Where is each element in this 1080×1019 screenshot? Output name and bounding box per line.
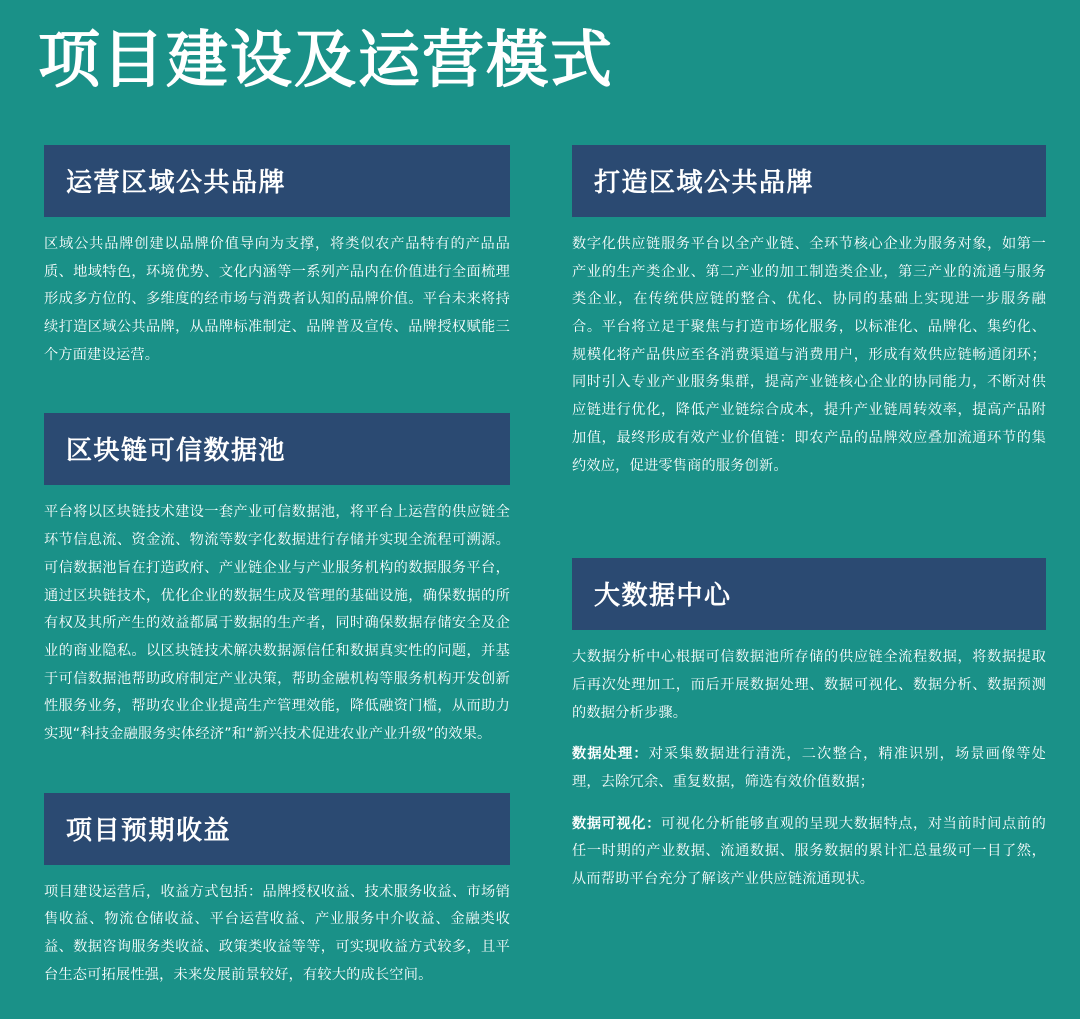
section-operate-regional-brand <box>44 145 510 369</box>
left-column <box>0 145 540 1019</box>
list-item <box>572 811 1046 894</box>
section-heading: 运营区域公共品牌 <box>44 145 510 217</box>
section-heading: 大数据中心 <box>572 558 1046 630</box>
item-label: 数据处理： <box>572 746 649 763</box>
paragraph: 项目建设运营后，收益方式包括：品牌授权收益、技术服务收益、市场销售收益、物流仓储收益、平台运营收益、产业服务中介收益、金融类收益、数据咨询服务类收益、政策类收益等等，可实现收益方式较多，且平台生态可拓展性强，未来发展前景较好，有较大的成长空间。 <box>44 883 510 983</box>
section-heading: 区块链可信数据池 <box>44 413 510 485</box>
section-build-regional-brand <box>572 145 1046 480</box>
section-heading: 打造区域公共品牌 <box>572 145 1046 217</box>
section-blockchain-data-pool <box>44 413 510 748</box>
right-column <box>540 145 1080 1019</box>
paragraph: 大数据分析中心根据可信数据池所存储的供应链全流程数据，将数据提取后再次处理加工，而后开展数据处理、数据可视化、数据分析、数据预测的数据分析步骤。 <box>572 649 1046 721</box>
section-heading: 项目预期收益 <box>44 793 510 865</box>
column-spacer <box>572 510 1046 558</box>
section-expected-revenue <box>44 793 510 990</box>
page-title: 项目建设及运营模式 <box>38 23 615 96</box>
item-label: 数据可视化： <box>572 815 661 832</box>
section-body <box>572 644 1046 894</box>
section-body <box>44 879 510 990</box>
paragraph: 区域公共品牌创建以品牌价值导向为支撑，将类似农产品特有的产品品质、地域特色，环境优势、文化内涵等一系列产品内在价值进行全面梳理形成多方位的、多维度的经市场与消费者认知的品牌价值。平台未来将持续打造区域公共品牌，从品牌标准制定、品牌普及宣传、品牌授权赋能三个方面建设运营。 <box>44 236 510 363</box>
section-body <box>44 231 510 369</box>
paragraph: 数字化供应链服务平台以全产业链、全环节核心企业为服务对象，如第一产业的生产类企业、第二产业的加工制造类企业，第三产业的流通与服务类企业，在传统供应链的整合、优化、协同的基础上实现进一步服务融合。平台将立足于聚焦与打造市场化服务，以标准化、品牌化、集约化、规模化将产品供应至各消费渠道与消费用户，形成有效供应链畅通闭环；同时引入专业产业服务集群，提高产业链核心企业的协同能力，不断对供应链进行优化，降低产业链综合成本，提升产业链周转效率，提高产品附加值，最终形成有效产业价值链：即农产品的品牌效应叠加流通环节的集约效应，促进零售商的服务创新。 <box>572 236 1046 474</box>
item-text: 可视化分析能够直观的呈现大数据特点，对当前时间点前的任一时期的产业数据、流通数据、服务数据的累计汇总量级可一目了然，从而帮助平台充分了解该产业供应链流通现状。 <box>572 815 1047 887</box>
section-body <box>44 499 510 748</box>
list-item <box>572 741 1046 796</box>
content-columns <box>0 145 1080 1019</box>
paragraph: 平台将以区块链技术建设一套产业可信数据池，将平台上运营的供应链全环节信息流、资金流、物流等数字化数据进行存储并实现全流程可溯源。可信数据池旨在打造政府、产业链企业与产业服务机构的数据服务平台，通过区块链技术，优化企业的数据生成及管理的基础设施，确保数据的所有权及其所产生的效益都属于数据的生产者，同时确保数据存储安全及企业的商业隐私。以区块链技术解决数据源信任和数据真实性的问题，并基于可信数据池帮助政府制定产业决策，帮助金融机构等服务机构开发创新性服务业务，帮助农业企业提高生产管理效能，降低融资门槛，从而助力实现“科技金融服务实体经济”和“新兴技术促进农业产业升级”的效果。 <box>44 504 510 742</box>
section-body <box>572 231 1046 480</box>
section-big-data-center <box>572 558 1046 894</box>
item-text: 对采集数据进行清洗，二次整合，精准识别，场景画像等处理，去除冗余、重复数据，筛选有效价值数据； <box>572 746 1046 790</box>
